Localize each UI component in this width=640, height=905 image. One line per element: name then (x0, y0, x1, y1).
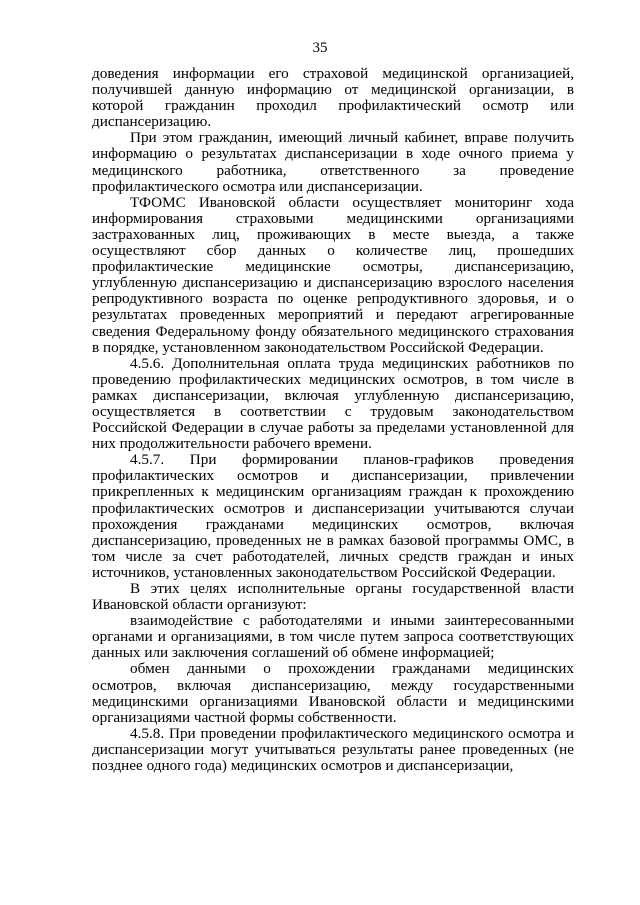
paragraph: 4.5.7. При формировании планов-графиков проведения профилактических осмотров и диспансеризации, привлечении прикрепленных к медицинским организациям граждан к прохождению профилактических осмотров и диспансеризации учитываются случаи прохождения гражданами медицинских осмотров, включая диспансеризацию, проведенных не в рамках базовой программы ОМС, в том числе за счет работодателей, личных средств граждан и иных источников, установленных законодательством Российской Федерации. (92, 451, 574, 581)
paragraph: взаимодействие с работодателями и иными заинтересованными органами и организациями, в том числе путем запроса соответствующих данных или заключения соглашений об обмене информацией; (92, 612, 574, 662)
paragraph: ТФОМС Ивановской области осуществляет мониторинг хода информирования страховыми медицинскими организациями застрахованных лиц, проживающих в месте выезда, а также осуществляют сбор данных о количестве лиц, прошедших профилактические медицинские осмотры, диспансеризацию, углубленную диспансеризацию и диспансеризацию взрослого населения репродуктивного возраста по оценке репродуктивного здоровья, и о результатах проведенных мероприятий и передают агрегированные сведения Федеральному фонду обязательного медицинского страхования в порядке, установленном законодательством Российской Федерации. (92, 193, 574, 356)
document-body (92, 66, 574, 774)
paragraph: обмен данными о прохождении гражданами медицинских осмотров, включая диспансеризацию, между государственными медицинскими организациями Ивановской области и медицинскими организациями частной формы собственности. (92, 660, 574, 726)
paragraph: В этих целях исполнительные органы государственной власти Ивановской области организуют: (92, 580, 574, 614)
paragraph: доведения информации его страховой медицинской организацией, получившей данную информацию от медицинской организации, в которой гражданин проходил профилактический осмотр или диспансеризацию. (92, 65, 574, 131)
paragraph: При этом гражданин, имеющий личный кабинет, вправе получить информацию о результатах диспансеризации в ходе очного приема у медицинского работника, ответственного за проведение профилактического осмотра или диспансеризации. (92, 129, 574, 195)
page-number: 35 (312, 40, 328, 56)
paragraph: 4.5.8. При проведении профилактического медицинского осмотра и диспансеризации могут учитываться результаты ранее проведенных (не позднее одного года) медицинских осмотров и диспансеризации, (92, 724, 574, 775)
paragraph: 4.5.6. Дополнительная оплата труда медицинских работников по проведению профилактических медицинских осмотров, в том числе в рамках диспансеризации, включая углубленную диспансеризацию, осуществляется в соответствии с трудовым законодательством Российской Федерации в случае работы за пределами установленной для них продолжительности рабочего времени. (92, 354, 574, 453)
